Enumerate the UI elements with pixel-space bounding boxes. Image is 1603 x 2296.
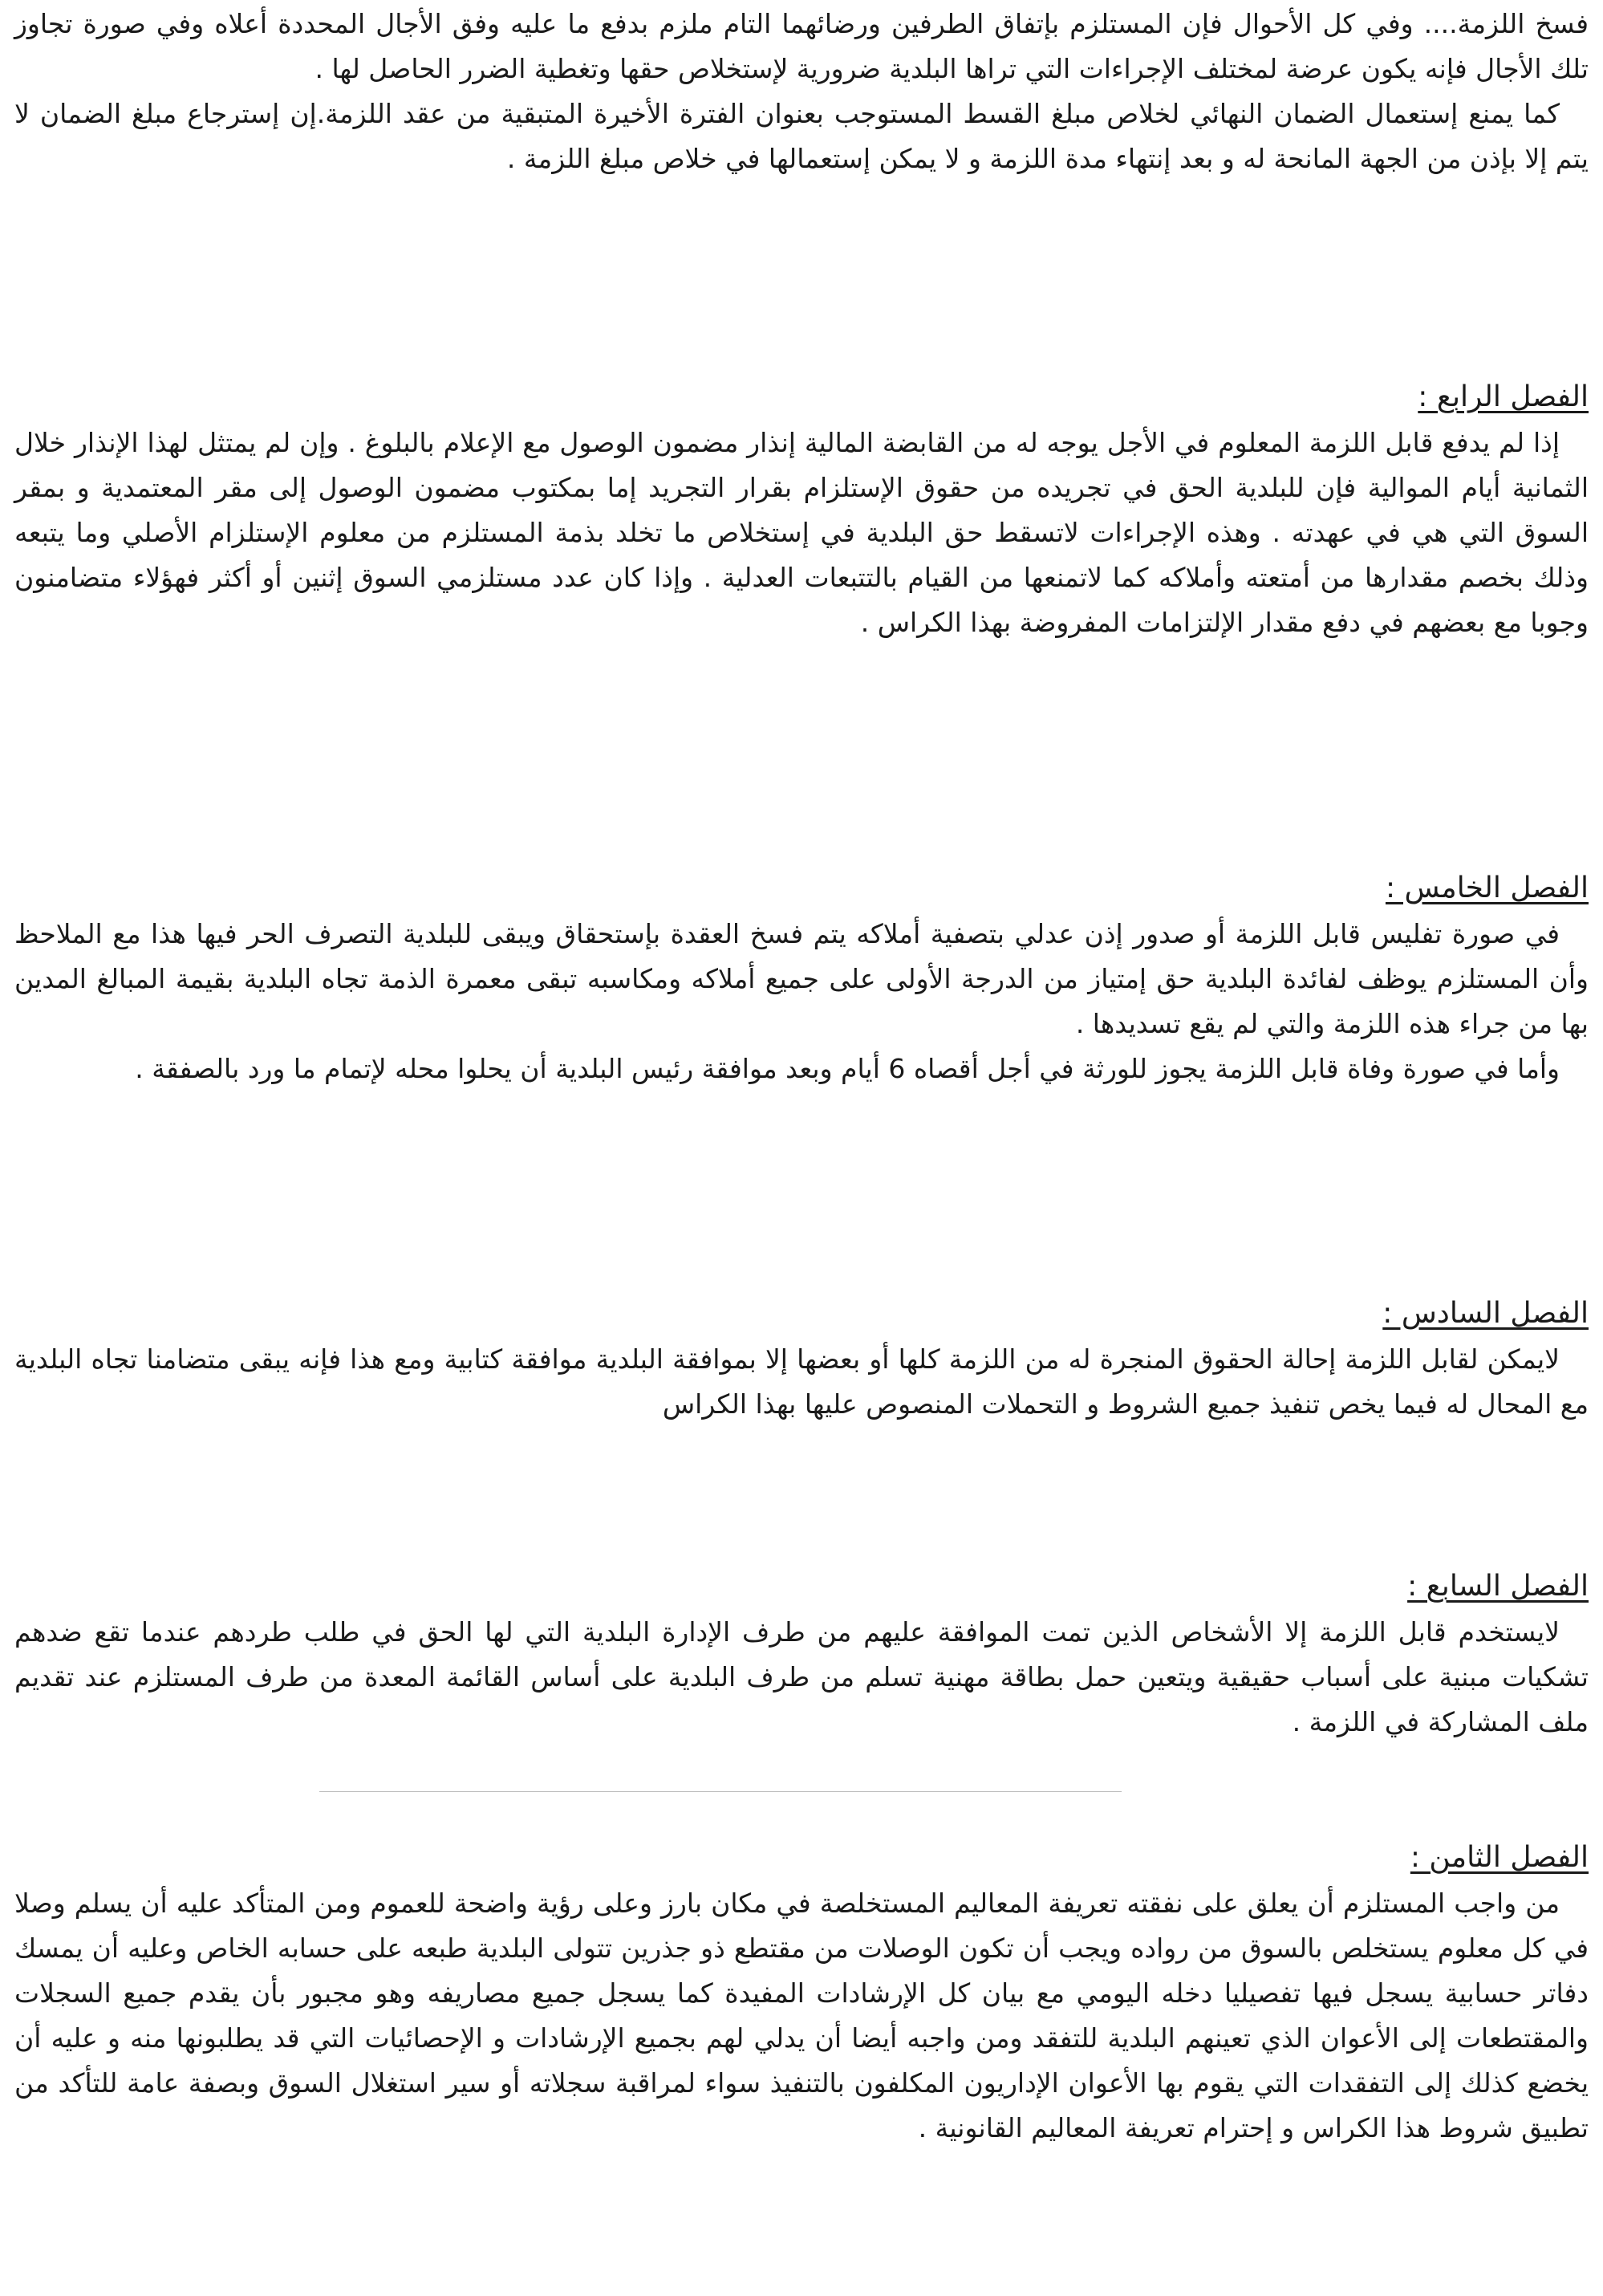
section-7-paragraph-1: لايستخدم قابل اللزمة إلا الأشخاص الذين تمت الموافقة عليهم من طرف الإدارة البلدية التي لها الحق في طلب طردهم عندما تقع ضدهم تشكيات مبنية على أسباب حقيقية ويتعين حمل بطاقة مهنية تسلم من طرف البلدية على أساس القائمة المعدة من طرف المستلزم عند تقديم ملف المشاركة في اللزمة . — [14, 1616, 1589, 1737]
intro-paragraph-1: فسخ اللزمة.... وفي كل الأحوال فإن المستلزم بإتفاق الطرفين ورضائهما التام ملزم بدفع ما عليه وفق الأجال المحددة أعلاه وفي صورة تجاوز تلك الأجال فإنه يكون عرضة لمختلف الإجراءات التي تراها البلدية ضرورية لإستخلاص حقها وتغطية الضرر الحاصل لها . — [14, 8, 1589, 84]
section-6-paragraph-1: لايمكن لقابل اللزمة إحالة الحقوق المنجرة له من اللزمة كلها أو بعضها إلا بموافقة البلدية موافقة كتابية ومع هذا فإنه يبقى متضامنا تجاه البلدية مع المحال له فيما يخص تنفيذ جميع الشروط و التحملات المنصوص عليها بهذا الكراس — [14, 1343, 1589, 1420]
section-7 — [14, 1567, 1589, 1745]
document-page — [14, 0, 1589, 2296]
scan-divider-line — [319, 1791, 1122, 1792]
section-5-heading: الفصل الخامس : — [1385, 872, 1589, 904]
section-8 — [14, 1838, 1589, 2151]
section-4-heading: الفصل الرابع : — [1418, 380, 1589, 413]
section-5-paragraph-1: في صورة تفليس قابل اللزمة أو صدور إذن عدلي بتصفية أملاكه يتم فسخ العقدة بإستحقاق ويبقى للبلدية التصرف الحر فيها هذا مع الملاحظ وأن المستلزم يوظف لفائدة البلدية حق إمتياز من الدرجة الأولى على جميع أملاكه ومكاسبه تبقى معمرة الذمة تجاه البلدية بقيمة المبالغ المدين بها من جراء هذه اللزمة والتي لم يقع تسديدها . — [14, 918, 1589, 1039]
section-8-heading: الفصل الثامن : — [1410, 1841, 1589, 1874]
section-5 — [14, 868, 1589, 1091]
section-6 — [14, 1294, 1589, 1427]
intro-section — [14, 2, 1589, 181]
section-4 — [14, 377, 1589, 645]
section-6-heading: الفصل السادس : — [1382, 1297, 1589, 1330]
intro-paragraph-2: كما يمنع إستعمال الضمان النهائي لخلاص مبلغ القسط المستوجب بعنوان الفترة الأخيرة المتبقية من عقد اللزمة.إن إسترجاع مبلغ الضمان لا يتم إلا بإذن من الجهة المانحة له و بعد إنتهاء مدة اللزمة و لا يمكن إستعمالها في خلاص مبلغ اللزمة . — [14, 98, 1589, 174]
section-5-paragraph-2: وأما في صورة وفاة قابل اللزمة يجوز للورثة في أجل أقصاه 6 أيام وبعد موافقة رئيس البلدية أن يحلوا محله لإتمام ما ورد بالصفقة . — [135, 1053, 1560, 1084]
section-4-paragraph-1: إذا لم يدفع قابل اللزمة المعلوم في الأجل يوجه له من القابضة المالية إنذار مضمون الوصول مع الإعلام بالبلوغ . وإن لم يمتثل لهذا الإنذار خلال الثمانية أيام الموالية فإن للبلدية الحق في تجريده من حقوق الإستلزام بقرار التجريد إما بمكتوب مضمون الوصول إلى مقر المعتمدية و بمقر السوق التي هي في عهدته . وهذه الإجراءات لاتسقط حق البلدية في إستخلاص ما تخلد بذمة المستلزم من معلوم الإستلزام الأصلي وما يتبعه وذلك بخصم مقدارها من أمتعته وأملاكه كما لاتمنعها من القيام بالتتبعات العدلية . وإذا كان عدد مستلزمي السوق إثنين أو أكثر فهؤلاء متضامنون وجوبا مع بعضهم في دفع مقدار الإلتزامات المفروضة بهذا الكراس . — [14, 427, 1589, 638]
section-8-paragraph-1: من واجب المستلزم أن يعلق على نفقته تعريفة المعاليم المستخلصة في مكان بارز وعلى رؤية واضحة للعموم ومن المتأكد عليه أن يسلم وصلا في كل معلوم يستخلص بالسوق من رواده ويجب أن تكون الوصلات من مقتطع ذو جذرين تتولى البلدية طبعه على حسابه الخاص وعليه أن يمسك دفاتر حسابية يسجل فيها تفصيليا دخله اليومي مع بيان كل الإرشادات المفيدة كما يسجل جميع مصاريفه وهو مجبور بأن يقدم جميع السجلات والمقتطعات إلى الأعوان الذي تعينهم البلدية للتفقد ومن واجبه أيضا أن يدلي لهم بجميع الإرشادات و الإحصائيات التي قد يطلبونها منه و عليه أن يخضع كذلك إلى التفقدات التي يقوم بها الأعوان الإداريون المكلفون بالتنفيذ سواء لمراقبة سجلاته أو سير استغلال السوق وبصفة عامة للتأكد من تطبيق شروط هذا الكراس و إحترام تعريفة المعاليم القانونية . — [14, 1888, 1589, 2144]
section-7-heading: الفصل السابع : — [1407, 1570, 1589, 1603]
